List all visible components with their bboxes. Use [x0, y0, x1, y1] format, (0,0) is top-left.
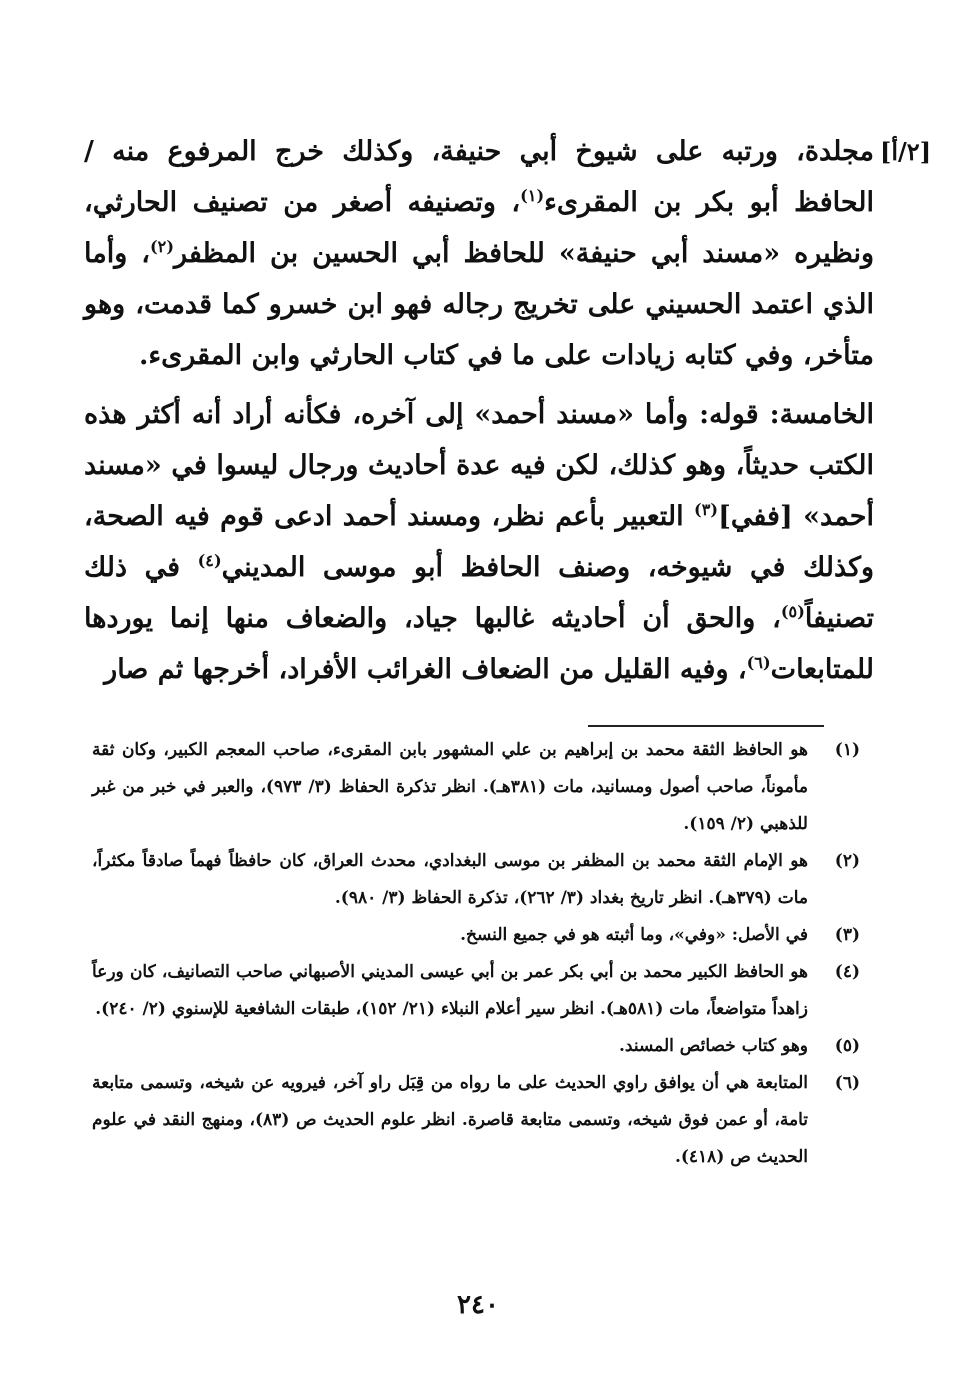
paragraph-1-part-1: مجلدة، ورتبه على شيوخ أبي حنيفة، وكذلك خرج المرفوع منه / الحافظ أبو بكر بن المقرىء: [84, 136, 874, 218]
footnote-ref-4: (٤): [197, 551, 222, 570]
footnote-ref-6: (٦): [746, 653, 771, 672]
footnote-separator: [588, 725, 824, 727]
footnote-number: (١): [834, 740, 860, 760]
footnote-number: (٤): [834, 962, 860, 982]
footnote-ref-3: (٣): [694, 500, 719, 519]
paragraph-1: [84, 126, 874, 381]
paragraph-2: [84, 389, 874, 695]
footnote: [92, 917, 860, 954]
footnote: [92, 1028, 860, 1065]
paragraph-2-part-4: ، والحق أن أحاديثه غالبها جياد، والضعاف منها إنما يوردها للمتابعات: [84, 603, 874, 685]
paragraph-2-part-5: ، وفيه القليل من الضعاف الغرائب الأفراد، أخرجها ثم صار: [104, 654, 747, 685]
footnote-text: وهو كتاب خصائص المسند.: [619, 1036, 808, 1056]
paragraph-2-lead: الخامسة: [779, 399, 874, 430]
footnote-text: المتابعة هي أن يوافق راوي الحديث على ما رواه من قِبَل راو آخر، فيرويه عن شيخه، وتسمى متابعة تامة، أو عمن فوق شيخه، وتسمى متابعة قاصرة. انظر علوم الحديث ص (٨٣)، ومنهج النقد في علوم الحديث ص (٤١٨).: [92, 1073, 808, 1167]
page-number: ٢٤٠: [457, 1290, 499, 1320]
footnote-number: (٣): [834, 925, 860, 945]
footnote-ref-1: (١): [520, 186, 545, 205]
footnote-text: هو الحافظ الكبير محمد بن أبي بكر عمر بن أبي عيسى المديني الأصبهاني صاحب التصانيف، كان ورعاً زاهداً متواضعاً، مات (٥٨١هـ). انظر سير أعلام النبلاء (٢١/ ١٥٢)، طبقات الشافعية للإسنوي (٢/ ٢٤٠).: [92, 962, 808, 1019]
footnote-number: (٦): [834, 1073, 860, 1093]
paragraph-1-part-3: ، وأما الذي اعتمد الحسيني على تخريج رجاله فهو ابن خسرو كما قدمت، وهو متأخر، وفي كتابه زيادات على ما في كتاب الحارثي وابن المقرىء.: [84, 238, 874, 371]
footnote-ref-5: (٥): [780, 602, 805, 621]
footnote: [92, 1065, 860, 1176]
footnotes: [92, 732, 860, 1176]
paragraph-2-part-1: : قوله: وأما «مسند أحمد» إلى آخره، فكأنه أراد أنه أكثر هذه الكتب حديثاً، وهو كذلك، لكن فيه عدة أحاديث ورجال ليسوا في «مسند أحمد» [ففي]: [84, 399, 875, 532]
footnote-ref-2: (٢): [149, 237, 174, 256]
footnote-text: في الأصل: «وفي»، وما أثبته هو في جميع النسخ.: [460, 925, 808, 945]
manuscript-folio-marker: [٢/أ]: [880, 137, 932, 166]
footnote-text: هو الحافظ الثقة محمد بن إبراهيم بن علي المشهور بابن المقرىء، صاحب المعجم الكبير، وكان ثقة مأموناً، صاحب أصول ومسانيد، مات (٣٨١هـ). انظر تذكرة الحفاظ (٣/ ٩٧٣)، والعبر في خبر من غبر للذهبي (٢/ ١٥٩).: [92, 740, 808, 834]
footnote-number: (٢): [834, 851, 860, 871]
footnote: [92, 954, 860, 1028]
main-text: [84, 126, 874, 695]
footnote: [92, 732, 860, 843]
paragraph-1-part-2: ، وتصنيفه أصغر من تصنيف الحارثي، ونظيره «مسند أبي حنيفة» للحافظ أبي الحسين بن المظفر: [84, 187, 875, 269]
paragraph-2-part-3: في ذلك تصنيفاً: [84, 552, 874, 634]
paragraph-2-part-2: التعبير بأعم نظر، ومسند أحمد ادعى قوم فيه الصحة، وكذلك في شيوخه، وصنف الحافظ أبو موسى المديني: [84, 501, 875, 583]
footnote-number: (٥): [834, 1036, 860, 1056]
footnote: [92, 843, 860, 917]
footnote-text: هو الإمام الثقة محمد بن المظفر بن موسى البغدادي، محدث العراق، كان حافظاً فهماً صادقاً مكثراً، مات (٣٧٩هـ). انظر تاريخ بغداد (٣/ ٢٦٢)، تذكرة الحفاظ (٣/ ٩٨٠).: [92, 851, 808, 908]
